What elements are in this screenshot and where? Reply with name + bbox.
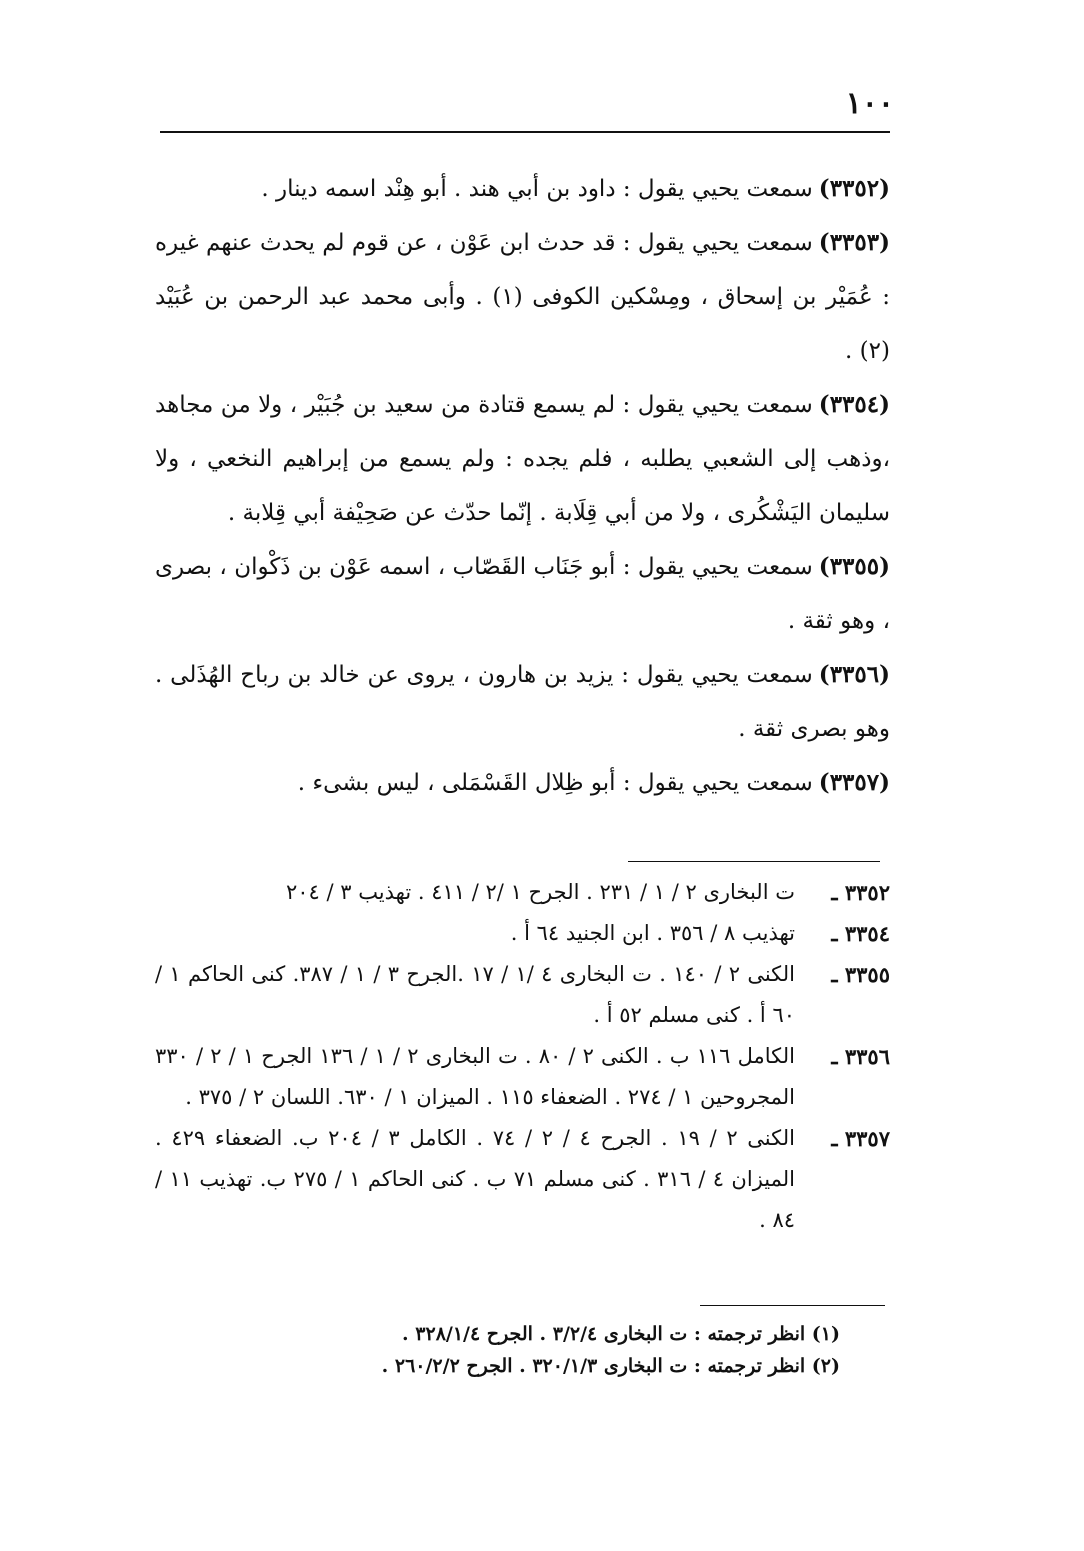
- reference-key: ٣٣٥٢ ـ: [831, 880, 890, 905]
- footnotes-rule: [700, 1305, 885, 1306]
- entry-text: سمعت يحيي يقول : قد حدث ابن عَوْن ، عن قوم لم يحدث عنهم غيره : عُمَيْر بن إسحاق ، ومِسْكين الكوفى (١) . وأبى محمد عبد الرحمن بن عُبَيْد (٢) .: [155, 230, 890, 364]
- entry-text: سمعت يحيي يقول : يزيد بن هارون ، يروى عن خالد بن رباح الهُذَلى . وهو بصرى ثقة .: [155, 662, 890, 742]
- reference-text: الكنى ٢ / ١٤٠ . ت البخارى ٤ /١ / ١٧ .الجرح ٣ / ١ / ٣٨٧. كنى الحاكم ١ / ٦٠ أ . كنى مسلم ٥٢ أ .: [155, 962, 795, 1027]
- entry-3354: [155, 378, 890, 540]
- reference-key: ٣٣٥٥ ـ: [831, 962, 890, 987]
- reference-key: ٣٣٥٦ ـ: [831, 1044, 890, 1069]
- reference-key: ٣٣٥٧ ـ: [831, 1126, 890, 1151]
- footnote-2: (٢) انظر ترجمته : ت البخارى ٣٢٠/١/٣ . الجرح ٢٦٠/٢/٢ .: [381, 1355, 840, 1377]
- entry-number: (٣٣٥٣): [818, 229, 890, 256]
- entry-3357: [155, 756, 890, 810]
- entry-3352: [155, 162, 890, 216]
- footnote-1: (١) انظر ترجمته : ت البخارى ٣/٢/٤ . الجرح ٣٢٨/١/٤ .: [402, 1323, 840, 1345]
- footnotes-section: [155, 1318, 840, 1382]
- reference-3356: [155, 1036, 890, 1118]
- reference-3357: [155, 1118, 890, 1241]
- entry-number: (٣٣٥٥): [818, 553, 890, 580]
- entry-text: سمعت يحيي يقول : أبو ظِلال القَسْمَلى ، ليس بشىء .: [297, 770, 813, 796]
- references-rule: [628, 861, 880, 862]
- entry-number: (٣٣٥٤): [818, 391, 890, 418]
- references-section: [155, 872, 890, 1241]
- header-rule: [160, 131, 890, 133]
- reference-text: ت البخارى ٢ / ١ / ٢٣١ . الجرح ١ /٢ / ٤١١ . تهذيب ٣ / ٢٠٤: [285, 880, 795, 904]
- reference-text: الكنى ٢ / ١٩ . الجرح ٤ / ٢ / ٧٤ . الكامل ٣ / ٢٠٤ ب. الضعفاء ٤٢٩ . الميزان ٤ / ٣١٦ . كنى مسلم ٧١ ب . كنى الحاكم ١ / ٢٧٥ ب. تهذيب ١١ / ٨٤ .: [155, 1126, 795, 1232]
- entry-number: (٣٣٥٦): [818, 661, 890, 688]
- reference-3355: [155, 954, 890, 1036]
- entry-number: (٣٣٥٧): [818, 769, 890, 796]
- reference-text: الكامل ١١٦ ب . الكنى ٢ / ٨٠ . ت البخارى ٢ / ١ / ١٣٦ الجرح ١ / ٢ / ٣٣٠ المجروحين ١ / ٢٧٤ . الضعفاء ١١٥ . الميزان ١ / ٦٣٠. اللسان ٢ / ٣٧٥ .: [155, 1044, 795, 1109]
- main-text: [155, 162, 890, 810]
- entry-text: سمعت يحيي يقول : داود بن أبي هند . أبو هِنْد اسمه دينار .: [261, 176, 813, 202]
- entry-number: (٣٣٥٢): [818, 175, 890, 202]
- reference-key: ٣٣٥٤ ـ: [831, 921, 890, 946]
- entry-3355: [155, 540, 890, 648]
- entry-text: سمعت يحيي يقول : أبو جَنَاب القَصّاب ، اسمه عَوْن بن ذَكْوان ، بصرى ، وهو ثقة .: [155, 554, 890, 634]
- entry-3356: [155, 648, 890, 756]
- page-number: ١٠٠: [845, 86, 894, 121]
- entry-text: سمعت يحيي يقول : لم يسمع قتادة من سعيد بن جُبَيْر ، ولا من مجاهد ،وذهب إلى الشعبي يطلبه ، فلم يجده : ولم يسمع من إبراهيم النخعي ، ولا سليمان اليَشْكُرى ، ولا من أبي قِلَابة . إنّما حدّث عن صَحِيْفة أبي قِلابة .: [155, 392, 890, 526]
- reference-text: تهذيب ٨ / ٣٥٦ . ابن الجنيد ٦٤ أ .: [510, 921, 795, 945]
- entry-3353: [155, 216, 890, 378]
- reference-3352: [155, 872, 890, 913]
- reference-3354: [155, 913, 890, 954]
